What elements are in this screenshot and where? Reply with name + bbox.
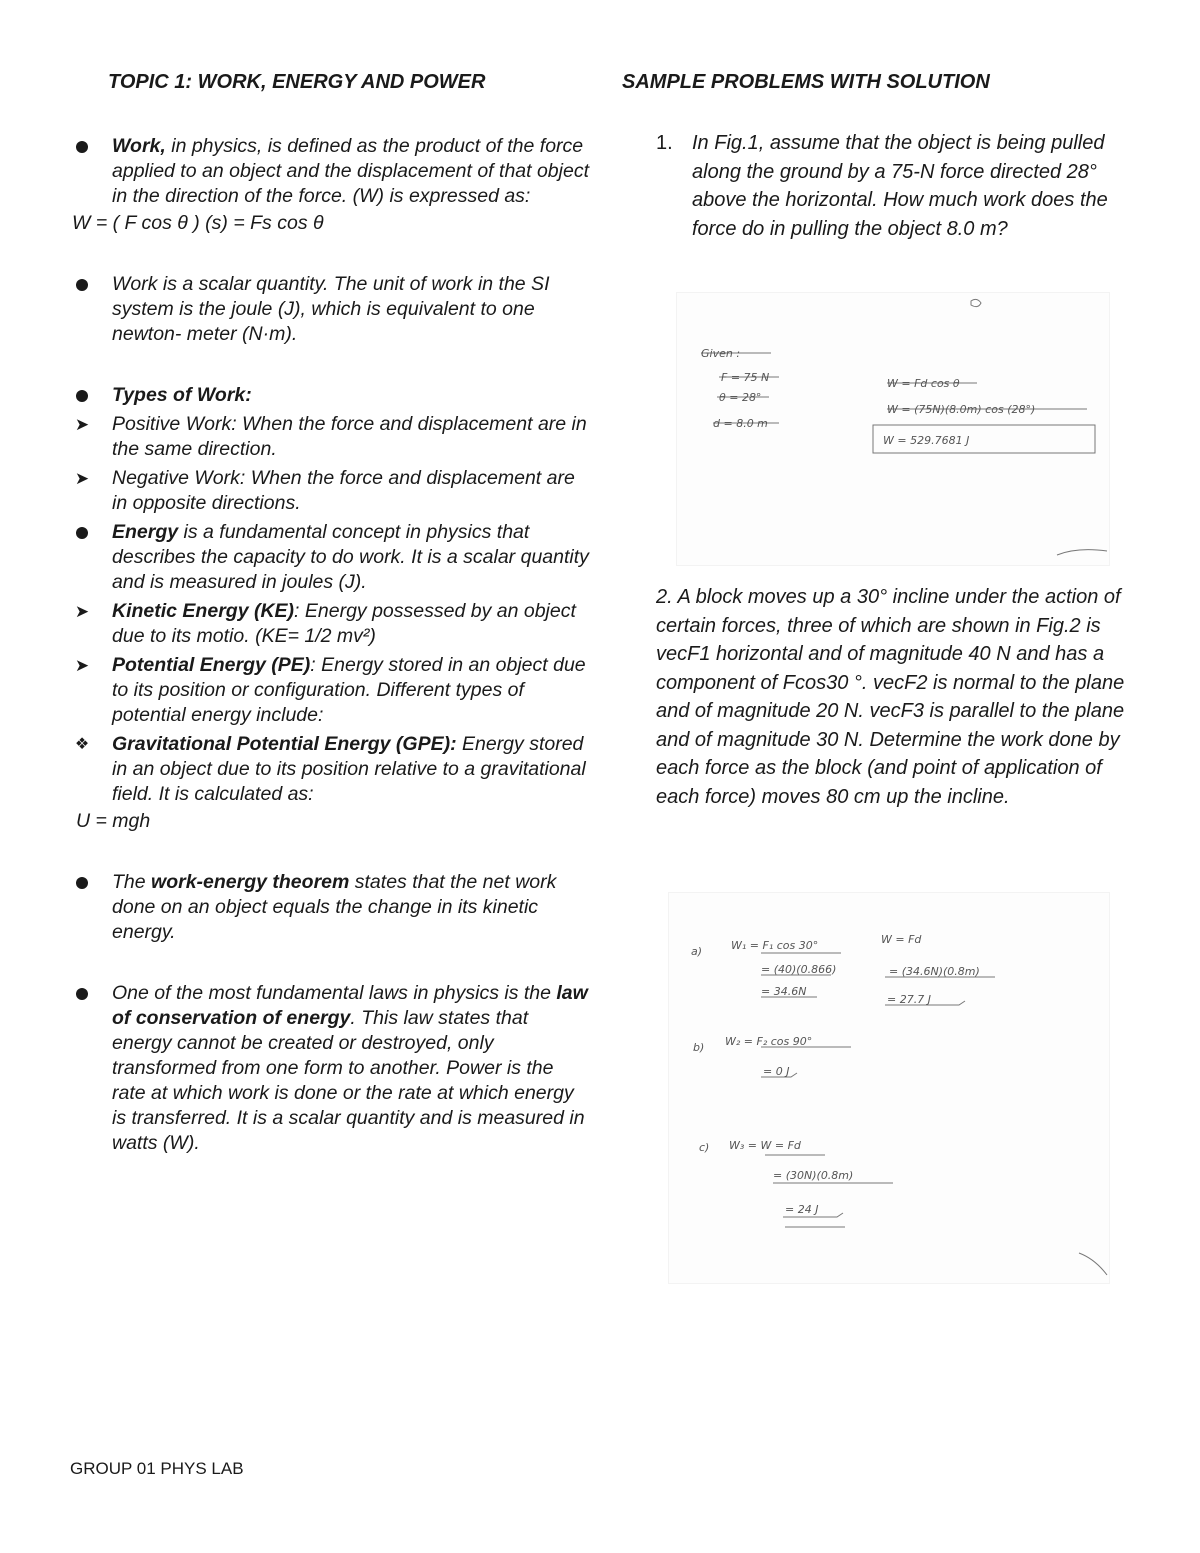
types-of-work-item — [70, 383, 590, 408]
svg-text:Given :: Given : — [701, 347, 741, 360]
right-column — [656, 129, 1136, 243]
bullet-dot-icon — [70, 134, 94, 160]
problem-1-item — [656, 129, 1136, 243]
conservation-of-energy-item — [70, 981, 590, 1156]
negative-work-text: Negative Work: When the force and displacement are in opposite directions. — [112, 467, 575, 514]
potential-energy-term: Potential Energy (PE) — [112, 654, 311, 676]
svg-text:= (40)(0.866): = (40)(0.866) — [761, 963, 837, 976]
bullet-dot-icon — [70, 870, 94, 896]
svg-text:W = (75N)(8.0m) cos (28°): W = (75N)(8.0m) cos (28°) — [887, 403, 1036, 416]
conservation-pre-text: One of the most fundamental laws in physics is the — [112, 982, 557, 1004]
svg-text:= 0 J: = 0 J — [763, 1065, 790, 1078]
svg-text:W₂ = F₂ cos 90°: W₂ = F₂ cos 90° — [725, 1035, 813, 1048]
theorem-text: states that the net work done on an object equals the change in its kinetic energy. — [112, 871, 557, 943]
energy-item — [70, 520, 590, 595]
kinetic-energy-term: Kinetic Energy (KE) — [112, 600, 295, 622]
potential-energy-item — [70, 653, 590, 728]
arrowhead-bullet-icon: ➤ — [74, 415, 90, 434]
svg-text:W = Fd: W = Fd — [881, 933, 922, 946]
svg-text:W = Fd cos θ: W = Fd cos θ — [887, 377, 960, 390]
gpe-term: Gravitational Potential Energy (GPE): — [112, 733, 457, 755]
topic-heading: TOPIC 1: WORK, ENERGY AND POWER — [108, 71, 486, 93]
left-column — [70, 134, 590, 1156]
negative-work-item — [70, 466, 590, 516]
problem-1-number: 1. — [656, 132, 673, 154]
svg-text:W₁ = F₁ cos 30°: W₁ = F₁ cos 30° — [731, 939, 819, 952]
svg-text:= 24 J: = 24 J — [785, 1203, 819, 1216]
arrowhead-bullet-icon: ➤ — [74, 602, 90, 621]
scalar-quantity-text: Work is a scalar quantity. The unit of work in the SI system is the joule (J), which is equivalent to one newton- meter (N·m). — [112, 273, 550, 345]
work-definition-item — [70, 134, 590, 209]
handwritten-solution-1-image — [677, 293, 1109, 565]
work-energy-theorem-item — [70, 870, 590, 945]
theorem-pre-text: The — [112, 871, 152, 893]
potential-energy-text: : Energy stored in an object due to its position or configuration. Different types of potential energy include: — [112, 654, 586, 726]
gpe-text: Energy stored in an object due to its position relative to a gravitational field. It is calculated as: — [112, 733, 586, 805]
svg-text:b): b) — [693, 1041, 705, 1054]
svg-text:= (34.6N)(0.8m): = (34.6N)(0.8m) — [889, 965, 980, 978]
footer-label: GROUP 01 PHYS LAB — [70, 1459, 244, 1478]
work-formula: W = ( F cos θ ) (s) = Fs cos θ — [72, 212, 324, 234]
scalar-quantity-item — [70, 272, 590, 347]
problem-2-solution-scan — [668, 892, 1110, 1284]
problem-1-solution-scan — [676, 292, 1110, 566]
work-definition-text: in physics, is defined as the product of the force applied to an object and the displacement of that object in the direction of the force. (W) is expressed as: — [112, 135, 589, 207]
work-term: Work, — [112, 135, 166, 157]
svg-text:W₃ = W = Fd: W₃ = W = Fd — [729, 1139, 801, 1152]
svg-text:W = 529.7681 J: W = 529.7681 J — [883, 434, 970, 447]
conservation-text: . This law states that energy cannot be created or destroyed, only transformed from one form to another. Power is the rate at which work is done or the rate at which energy is transferred. It is a scalar quantity and is measured in watts (W). — [112, 1007, 585, 1154]
positive-work-text: Positive Work: When the force and displacement are in the same direction. — [112, 413, 587, 460]
four-diamond-bullet-icon: ❖ — [74, 736, 90, 753]
problem-2-block — [656, 583, 1136, 811]
svg-text:θ = 28°: θ = 28° — [719, 391, 762, 404]
kinetic-energy-item — [70, 599, 590, 649]
energy-term: Energy — [112, 521, 179, 543]
gpe-item — [70, 732, 590, 807]
conservation-term: law of conservation of energy — [112, 982, 588, 1029]
gpe-formula: U = mgh — [76, 810, 151, 832]
arrowhead-bullet-icon: ➤ — [74, 469, 90, 488]
svg-text:= 34.6N: = 34.6N — [761, 985, 807, 998]
kinetic-energy-text: : Energy possessed by an object due to its motio. (KE= 1/2 mv²) — [112, 600, 576, 647]
sample-problems-heading: SAMPLE PROBLEMS WITH SOLUTION — [622, 71, 990, 93]
svg-text:a): a) — [691, 945, 703, 958]
bullet-dot-icon — [70, 520, 94, 546]
types-of-work-heading: Types of Work: — [112, 384, 252, 406]
energy-text: is a fundamental concept in physics that describes the capacity to do work. It is a scalar quantity and is measured in joules (J). — [112, 521, 589, 593]
svg-text:d = 8.0 m: d = 8.0 m — [713, 417, 768, 430]
bullet-dot-icon — [70, 383, 94, 409]
bullet-dot-icon — [70, 981, 94, 1007]
positive-work-item — [70, 412, 590, 462]
svg-text:= (30N)(0.8m): = (30N)(0.8m) — [773, 1169, 854, 1182]
svg-text:= 27.7 J: = 27.7 J — [887, 993, 931, 1006]
arrowhead-bullet-icon: ➤ — [74, 656, 90, 675]
svg-text:c): c) — [699, 1141, 710, 1154]
problem-1-text: In Fig.1, assume that the object is being pulled along the ground by a 75-N force directed 28° above the horizontal. How much work does the force do in pulling the object 8.0 m? — [692, 132, 1108, 240]
theorem-term: work-energy theorem — [151, 871, 350, 893]
svg-text:F = 75 N: F = 75 N — [721, 371, 770, 384]
handwritten-solution-2-image — [669, 893, 1109, 1283]
problem-2-text: 2. A block moves up a 30° incline under the action of certain forces, three of which are shown in Fig.2 is vecF1 horizontal and of magnitude 40 N and has a component of Fcos30 °. vecF2 is normal to the plane and of magnitude 20 N. vecF3 is parallel to the plane and of magnitude 30 N. Determine the work done by each force as the block (and point of application of each force) moves 80 cm up the incline. — [656, 586, 1125, 808]
bullet-dot-icon — [70, 272, 94, 298]
